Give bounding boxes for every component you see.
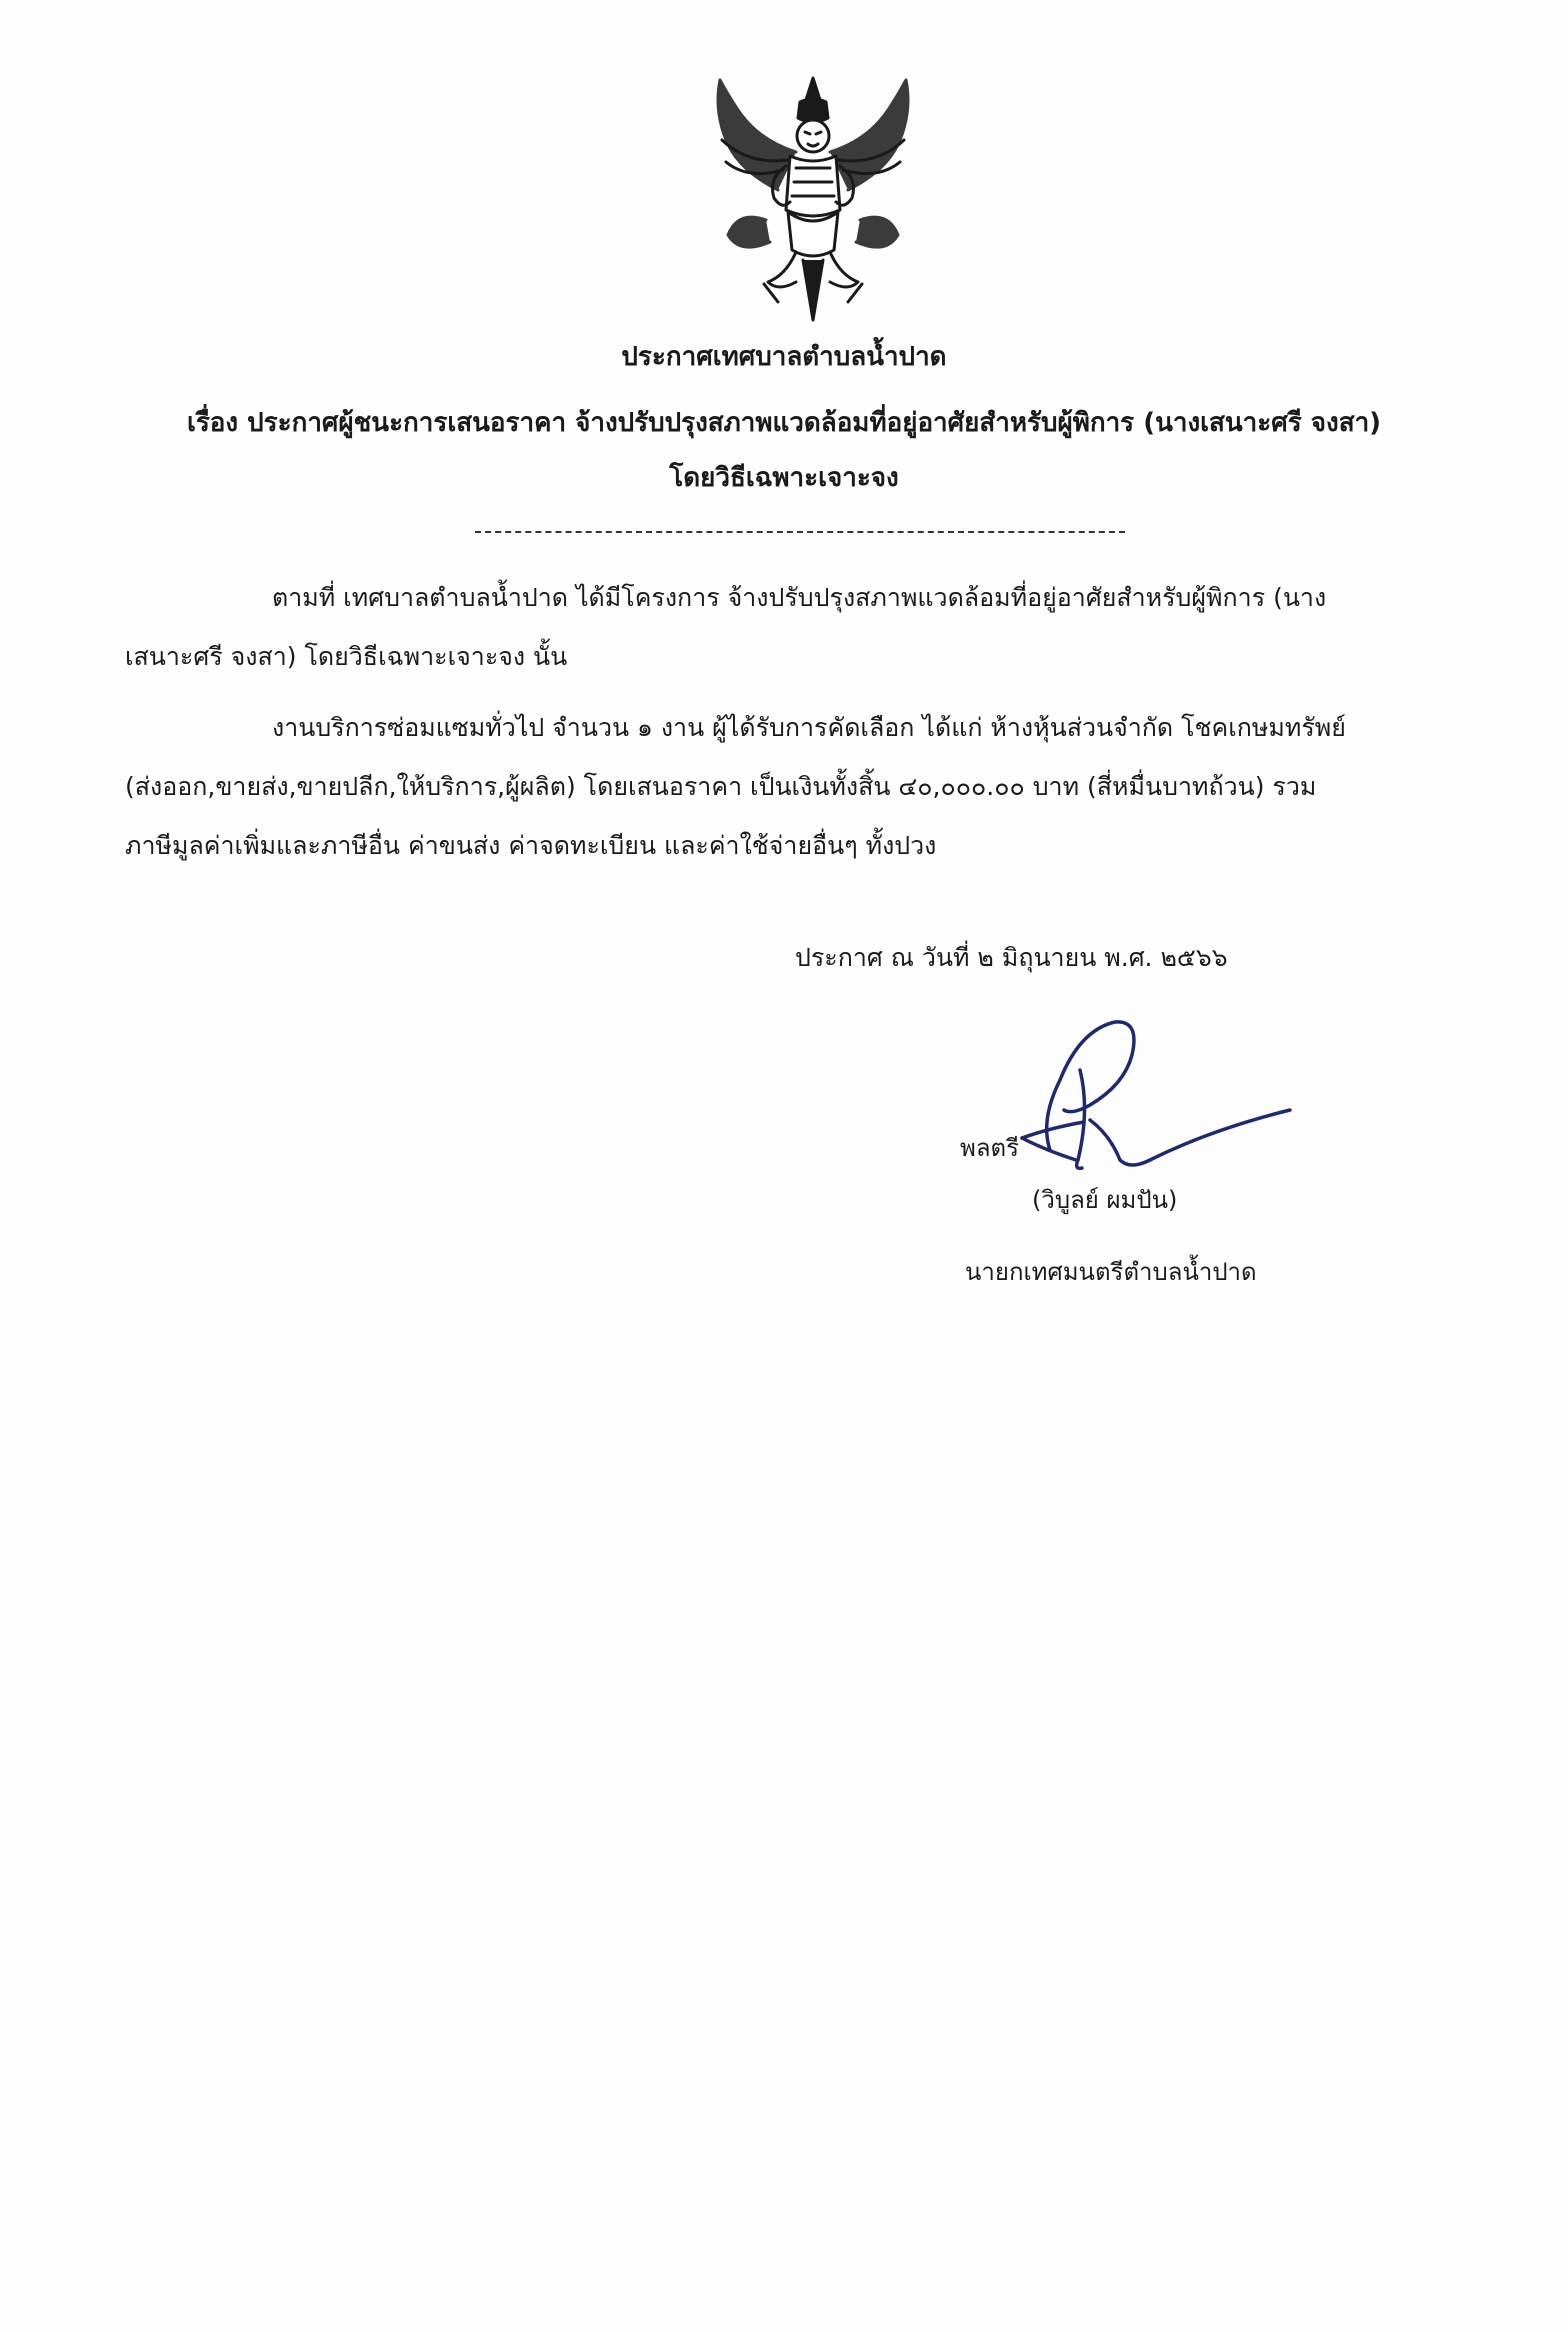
signer-rank: พลตรี [960, 1134, 1020, 1162]
paragraph1-line1: ตามที่ เทศบาลตำบลน้ำปาด ได้มีโครงการ จ้างปรับปรุงสภาพแวดล้อมที่อยู่อาศัยสำหรับผู้พิการ (นาง [272, 583, 1327, 612]
garuda-emblem-icon [678, 70, 948, 330]
document-title: ประกาศเทศบาลตำบลน้ำปาด [621, 342, 947, 372]
paragraph1-line2: เสนาะศรี จงสา) โดยวิธีเฉพาะเจาะจง นั้น [125, 642, 568, 671]
paragraph2-line3: ภาษีมูลค่าเพิ่มและภาษีอื่น ค่าขนส่ง ค่าจดทะเบียน และค่าใช้จ่ายอื่นๆ ทั้งปวง [125, 831, 937, 860]
paragraph2-line1: งานบริการซ่อมแซมทั่วไป จำนวน ๑ งาน ผู้ได้รับการคัดเลือก ได้แก่ ห้างหุ้นส่วนจำกัด โชคเกษมทรัพย์ [272, 713, 1346, 742]
paragraph2-line2: (ส่งออก,ขายส่ง,ขายปลีก,ให้บริการ,ผู้ผลิต) โดยเสนอราคา เป็นเงินทั้งสิ้น ๔๐,๐๐๐.๐๐ บาท (สี่หมื่นบาทถ้วน) รวม [125, 772, 1317, 801]
document-subject: เรื่อง ประกาศผู้ชนะการเสนอราคา จ้างปรับปรุงสภาพแวดล้อมที่อยู่อาศัยสำหรับผู้พิการ (นางเสนาะศรี จงสา) [186, 408, 1382, 438]
signer-position: นายกเทศมนตรีตำบลน้ำปาด [965, 1258, 1257, 1286]
handwritten-signature [1020, 1010, 1300, 1180]
announcement-date: ประกาศ ณ วันที่ ๒ มิถุนายน พ.ศ. ๒๕๖๖ [795, 943, 1228, 972]
procurement-method: โดยวิธีเฉพาะเจาะจง [669, 463, 899, 493]
dashed-divider [475, 531, 1125, 533]
signer-name: (วิบูลย์ ผมปัน) [1032, 1186, 1178, 1214]
